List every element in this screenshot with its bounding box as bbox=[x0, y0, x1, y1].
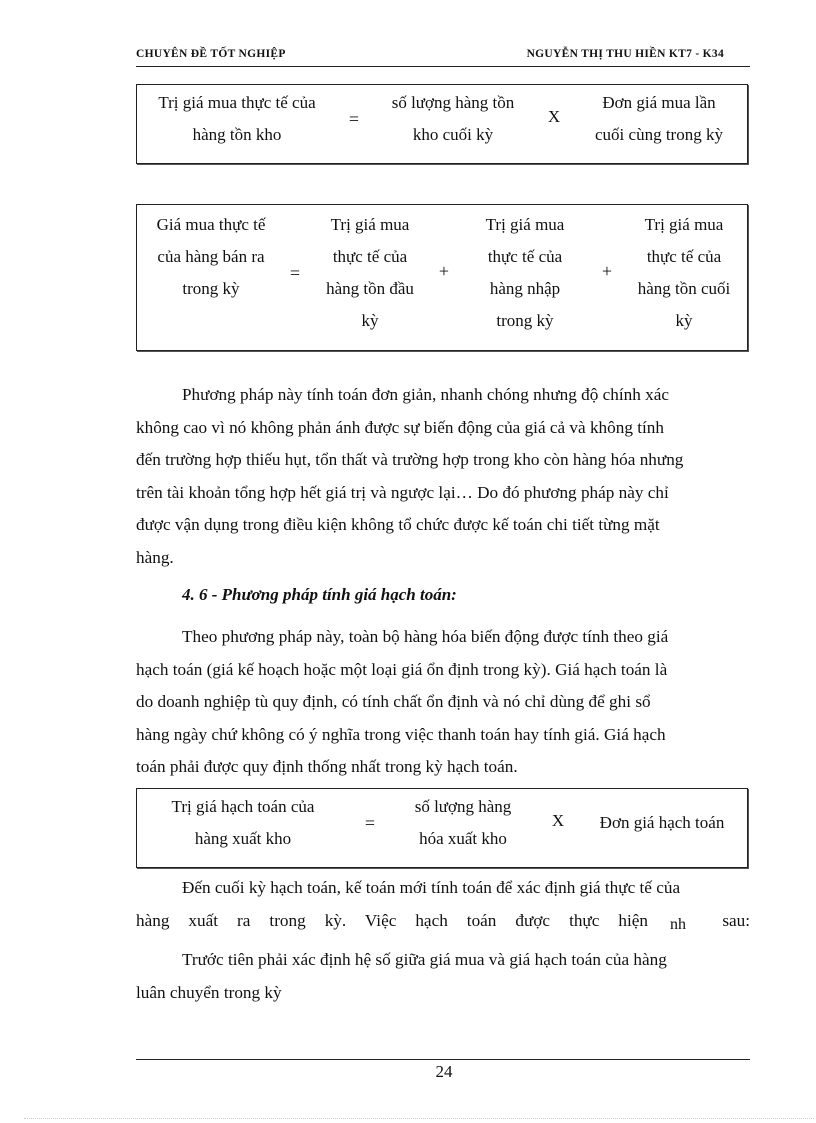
formula2-term1: Trị giá mua thực tế của hàng tồn đầu kỳ bbox=[326, 215, 414, 330]
page-number: 24 bbox=[435, 1062, 453, 1081]
formula3-term1: số lượng hàng hóa xuất kho bbox=[414, 797, 512, 848]
paragraph-3: Đến cuối kỳ hạch toán, kế toán mới tính toán để xác định giá thực tế của hàng xuất ra trong kỳ. Việc hạch toán được thực hiện nh sau: bbox=[136, 878, 750, 933]
header-left: CHUYÊN ĐỀ TỐT NGHIỆP bbox=[136, 48, 286, 60]
page-header bbox=[136, 48, 750, 66]
formula3-equals: = bbox=[364, 813, 376, 833]
formula-box-3 bbox=[136, 788, 748, 868]
formula1-times: X bbox=[547, 107, 561, 126]
formula3-term2: Đơn giá hạch toán bbox=[599, 813, 725, 832]
formula1-lhs: Trị giá mua thực tế của hàng tồn kho bbox=[158, 93, 316, 144]
formula2-plus-1: + bbox=[438, 261, 450, 281]
formula2-plus-2: + bbox=[601, 261, 613, 281]
formula1-term2: Đơn giá mua lần cuối cùng trong kỳ bbox=[595, 93, 723, 144]
paragraph-2: Theo phương pháp này, toàn bộ hàng hóa biến động được tính theo giá hạch toán (giá kế hoạch hoặc một loại giá ổn định trong kỳ). Giá hạch toán là do doanh nghiệp tù quy định, có tính chất ổn định và nó chỉ dùng để ghi sổ hàng ngày chứ không có ý nghĩa trong việc thanh toán hay tính giá. Giá hạch toán phải được quy định thống nhất trong kỳ hạch toán. bbox=[136, 627, 669, 776]
paragraph-1: Phương pháp này tính toán đơn giản, nhanh chóng nhưng độ chính xác không cao vì nó không phản ánh được sự biến động của giá cả và không tính đến trường hợp thiếu hụt, tổn thất và trường hợp trong kho còn hàng hóa nhưng trên tài khoản tổng hợp hết giá trị và ngược lại… Do đó phương pháp này chỉ được vận dụng trong điều kiện không tổ chức được kế toán chi tiết từng mặt hàng. bbox=[136, 385, 684, 567]
formula2-term2: Trị giá mua thực tế của hàng nhập trong kỳ bbox=[485, 215, 565, 330]
formula2-equals: = bbox=[289, 263, 301, 283]
formula-box-2 bbox=[136, 204, 748, 351]
header-right: NGUYỄN THỊ THU HIỀN KT7 - K34 bbox=[526, 48, 724, 60]
paragraph-4: Trước tiên phải xác định hệ số giữa giá mua và giá hạch toán của hàng luân chuyển trong kỳ bbox=[136, 950, 667, 1002]
formula2-term3: Trị giá mua thực tế của hàng tồn cuối kỳ bbox=[637, 215, 731, 330]
page-bottom-edge bbox=[24, 1118, 814, 1119]
formula2-lhs: Giá mua thực tế của hàng bán ra trong kỳ bbox=[156, 215, 266, 298]
section-heading: 4. 6 - Phương pháp tính giá hạch toán: bbox=[182, 585, 457, 604]
formula3-lhs: Trị giá hạch toán của hàng xuất kho bbox=[171, 797, 315, 848]
footer-rule bbox=[136, 1059, 750, 1060]
formula1-equals: = bbox=[348, 109, 360, 129]
formula-box-1 bbox=[136, 84, 748, 164]
header-rule bbox=[136, 66, 750, 67]
formula1-term1: số lượng hàng tồn kho cuối kỳ bbox=[391, 93, 515, 144]
formula3-times: X bbox=[551, 811, 565, 830]
